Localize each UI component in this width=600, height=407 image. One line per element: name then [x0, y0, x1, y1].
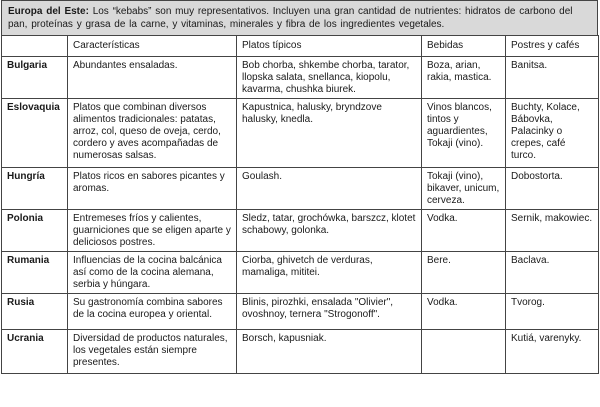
bebidas-cell: Vodka. — [422, 210, 506, 252]
table-row — [2, 294, 599, 330]
table-row — [2, 252, 599, 294]
caracteristicas-cell: Abundantes ensaladas. — [68, 57, 237, 99]
platos-cell: Blinis, pirozhki, ensalada "Olivier", ovoshnoy, ternera "Strogonoff". — [237, 294, 422, 330]
country-cell: Ucrania — [2, 330, 68, 374]
platos-cell: Sledz, tatar, grochówka, barszcz, klotet schabowy, golonka. — [237, 210, 422, 252]
intro-text: Los “kebabs” son muy representativos. Incluyen una gran cantidad de nutrientes: hidratos de carbono del pan, proteínas y grasa de la carne, y vitaminas, minerales y fibra de los ingredientes vegetales. — [8, 6, 573, 30]
postres-cell: Banitsa. — [506, 57, 599, 99]
bebidas-cell: Vinos blancos, tintos y aguardientes, Tokaji (vino). — [422, 99, 506, 168]
country-cell: Polonia — [2, 210, 68, 252]
caracteristicas-cell: Platos que combinan diversos alimentos tradicionales: patatas, arroz, col, queso de oveja, cerdo, cordero y aves acompañadas de numerosas salsas. — [68, 99, 237, 168]
platos-cell: Kapustnica, halusky, bryndzove halusky, knedla. — [237, 99, 422, 168]
caracteristicas-cell: Influencias de la cocina balcánica así como de la cocina alemana, serbia y húngara. — [68, 252, 237, 294]
bebidas-cell: Boza, arian, rakia, mastica. — [422, 57, 506, 99]
intro-label: Europa del Este: — [8, 6, 89, 17]
postres-cell: Baclava. — [506, 252, 599, 294]
postres-cell: Kutiá, varenyky. — [506, 330, 599, 374]
table-row — [2, 330, 599, 374]
header-platos: Platos típicos — [237, 36, 422, 57]
platos-cell: Goulash. — [237, 168, 422, 210]
postres-cell: Buchty, Kolace, Bábovka, Palacinky o crepes, café turco. — [506, 99, 599, 168]
table-row — [2, 168, 599, 210]
bebidas-cell: Tokaji (vino), bikaver, unicum, cerveza. — [422, 168, 506, 210]
table-row — [2, 210, 599, 252]
country-cell: Hungría — [2, 168, 68, 210]
table-row — [2, 99, 599, 168]
header-country — [2, 36, 68, 57]
intro-box — [1, 0, 598, 36]
platos-cell: Borsch, kapusniak. — [237, 330, 422, 374]
cuisine-table — [1, 35, 599, 374]
caracteristicas-cell: Platos ricos en sabores picantes y aromas. — [68, 168, 237, 210]
caracteristicas-cell: Diversidad de productos naturales, los vegetales están siempre presentes. — [68, 330, 237, 374]
bebidas-cell: Bere. — [422, 252, 506, 294]
postres-cell: Tvorog. — [506, 294, 599, 330]
header-postres: Postres y cafés — [506, 36, 599, 57]
header-row — [2, 36, 599, 57]
bebidas-cell: Vodka. — [422, 294, 506, 330]
platos-cell: Ciorba, ghivetch de verduras, mamaliga, mititei. — [237, 252, 422, 294]
country-cell: Eslovaquia — [2, 99, 68, 168]
caracteristicas-cell: Entremeses fríos y calientes, guarniciones que se eligen aparte y deliciosos postres. — [68, 210, 237, 252]
postres-cell: Sernik, makowiec. — [506, 210, 599, 252]
header-caracteristicas: Características — [68, 36, 237, 57]
caracteristicas-cell: Su gastronomía combina sabores de la cocina europea y oriental. — [68, 294, 237, 330]
postres-cell: Dobostorta. — [506, 168, 599, 210]
platos-cell: Bob chorba, shkembe chorba, tarator, llopska salata, snellanca, kiopolu, kavarma, chushka biurek. — [237, 57, 422, 99]
bebidas-cell — [422, 330, 506, 374]
table-row — [2, 57, 599, 99]
country-cell: Rusia — [2, 294, 68, 330]
country-cell: Bulgaria — [2, 57, 68, 99]
country-cell: Rumania — [2, 252, 68, 294]
header-bebidas: Bebidas — [422, 36, 506, 57]
